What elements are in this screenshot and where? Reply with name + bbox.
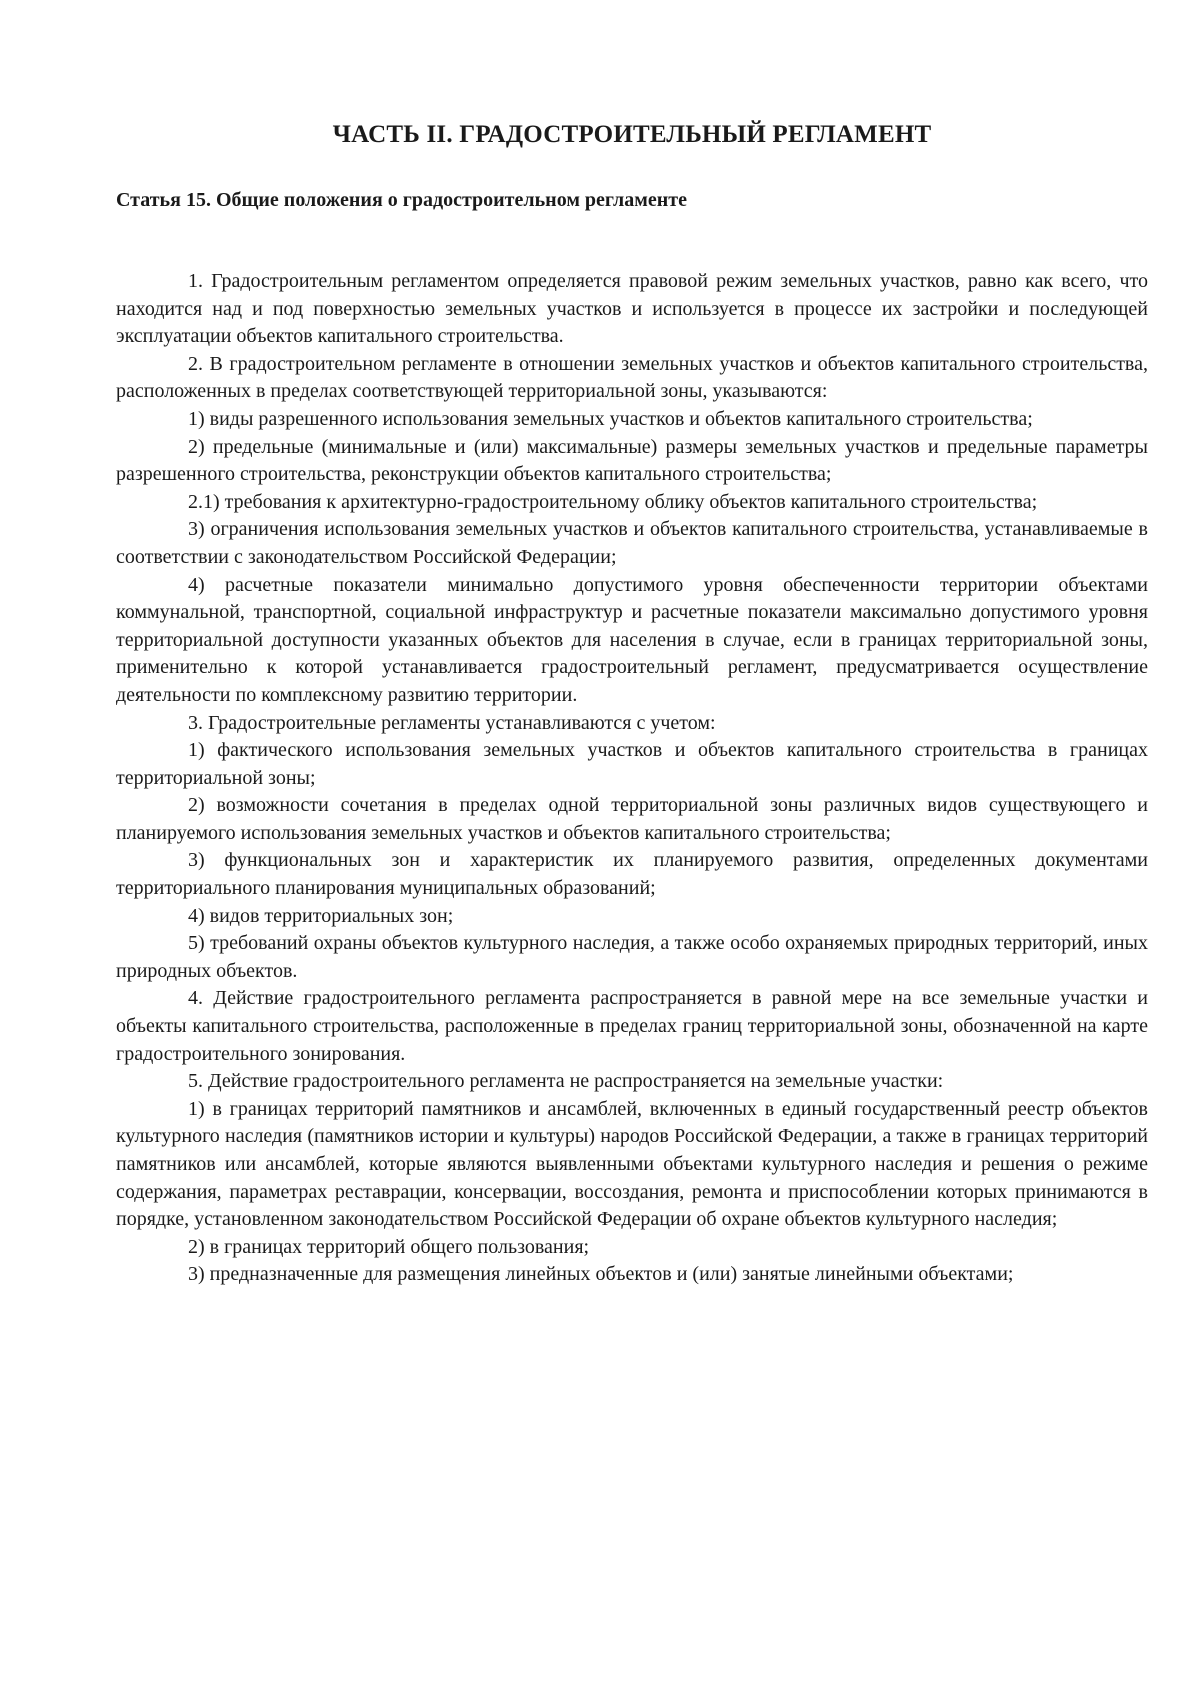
paragraph: 2) предельные (минимальные и (или) максимальные) размеры земельных участков и предельные параметры разрешенного строительства, реконструкции объектов капитального строительства; (116, 435, 1148, 486)
paragraph: 1) фактического использования земельных участков и объектов капитального строительства в границах территориальной зоны; (116, 739, 1148, 789)
part-title: ЧАСТЬ II. ГРАДОСТРОИТЕЛЬНЫЙ РЕГЛАМЕНТ (332, 121, 932, 148)
paragraph: 5. Действие градостроительного регламента не распространяется на земельные участки: (188, 1070, 944, 1093)
paragraph: 1) в границах территорий памятников и ансамблей, включенных в единый государственный реестр объектов культурного наследия (памятников истории и культуры) народов Российской Федерации, а также в границах территорий памятников или ансамблей, которые являются выявленными объектами культурного наследия и решения о режиме содержания, параметрах реставрации, консервации, воссоздания, ремонта и приспособлении которых принимаются в порядке, установленном законодательством Российской Федерации об охране объектов культурного наследия; (116, 1097, 1148, 1231)
paragraph: 3. Градостроительные регламенты устанавливаются с учетом: (188, 711, 716, 734)
paragraph: 1) виды разрешенного использования земельных участков и объектов капитального строительства; (188, 407, 1033, 430)
paragraph: 5) требований охраны объектов культурного наследия, а также особо охраняемых природных территорий, иных природных объектов. (116, 932, 1148, 982)
paragraph: 4) видов территориальных зон; (188, 904, 454, 927)
article-title: Статья 15. Общие положения о градостроительном регламенте (116, 189, 687, 211)
paragraph: 4. Действие градостроительного регламента распространяется в равной мере на все земельные участки и объекты капитального строительства, расположенные в пределах границ территориальной зоны, обозначенной на карте градостроительного зонирования. (116, 987, 1148, 1065)
paragraph: 1. Градостроительным регламентом определяется правовой режим земельных участков, равно как всего, что находится над и под поверхностью земельных участков и используется в процессе их застройки и последующей эксплуатации объектов капитального строительства. (116, 270, 1148, 348)
paragraph: 4) расчетные показатели минимально допустимого уровня обеспеченности территории объектами коммунальной, транспортной, социальной инфраструктур и расчетные показатели максимально допустимого уровня территориальной доступности указанных объектов для населения в случае, если в границах территориальной зоны, применительно к которой устанавливается градостроительный регламент, предусматривается осуществление деятельности по комплексному развитию территории. (116, 573, 1148, 706)
paragraph: 3) функциональных зон и характеристик их планируемого развития, определенных документами территориального планирования муниципальных образований; (116, 849, 1148, 900)
paragraph: 3) предназначенные для размещения линейных объектов и (или) занятые линейными объектами; (188, 1263, 1014, 1286)
paragraph: 2) в границах территорий общего пользования; (188, 1235, 590, 1258)
document-page (116, 120, 1148, 1289)
paragraph: 3) ограничения использования земельных участков и объектов капитального строительства, устанавливаемые в соответствии с законодательством Российской Федерации; (116, 518, 1148, 568)
paragraph: 2.1) требования к архитектурно-градостроительному облику объектов капитального строительства; (188, 490, 1038, 513)
article-body (116, 268, 1148, 1289)
paragraph: 2. В градостроительном регламенте в отношении земельных участков и объектов капитального строительства, расположенных в пределах соответствующей территориальной зоны, указываются: (116, 352, 1148, 403)
paragraph: 2) возможности сочетания в пределах одной территориальной зоны различных видов существующего и планируемого использования земельных участков и объектов капитального строительства; (116, 794, 1148, 844)
